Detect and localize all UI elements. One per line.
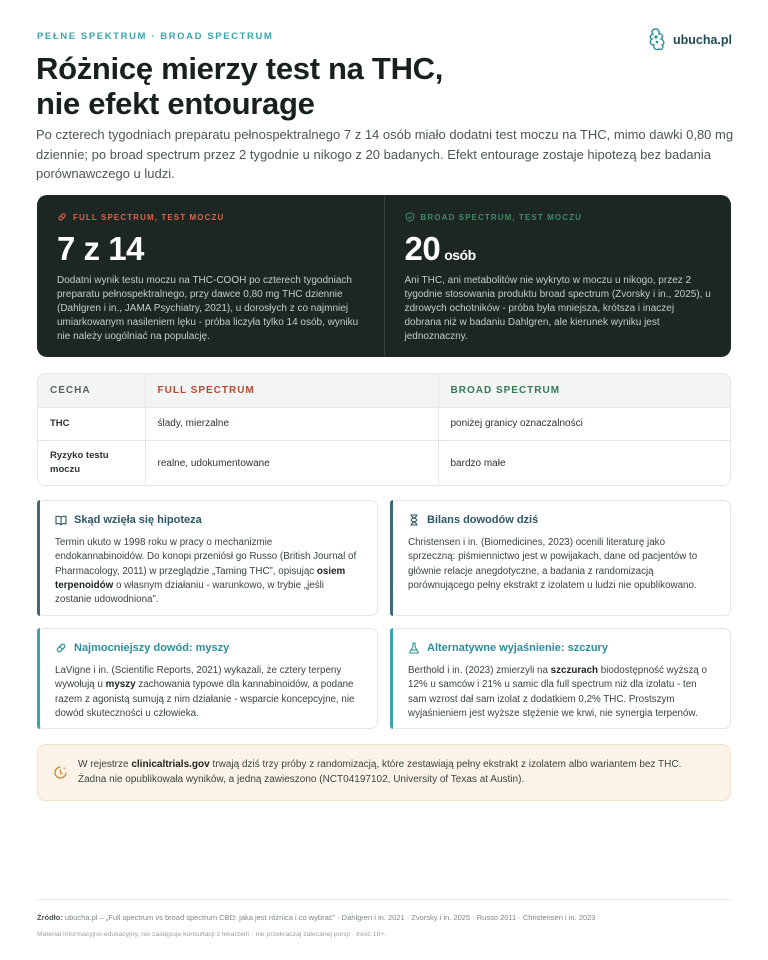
flask-icon (408, 642, 420, 654)
card-rats-title-text: Alternatywne wyjaśnienie: szczury (427, 642, 608, 654)
footer-divider (37, 899, 731, 900)
shield-check-icon (405, 212, 415, 222)
stat-full-label (57, 212, 364, 222)
hourglass-icon (408, 514, 420, 526)
notice-text (78, 758, 681, 787)
stat-broad-description: Ani THC, ani metabolitów nie wykryto w moczu u nikogo, przez 2 tygodnie stosowania produktu broad spectrum (Zvorsky i in., 2025), u zdrowych ochotników - próba była mniejsza, krótsza i inaczej dobrana niż w badaniu Dahlgren, ale kierunek wyniku jest jednoznaczny. (404, 275, 711, 342)
table-row (38, 440, 730, 486)
stat-broad-label-text: BROAD SPECTRUM, TEST MOCZU (420, 212, 582, 222)
brand-logo[interactable] (645, 27, 732, 53)
title-line-2: nie efekt entourage (36, 86, 315, 121)
card-mice-emphasis: myszy (105, 679, 136, 691)
stat-full-description: Dodatni wynik testu moczu na THC-COOH po czterech tygodniach preparatu pełnospektralnego, przy dawce 0,80 mg THC dziennie (Dahlgren i in., JAMA Psychiatry, 2021), u dorosłych z co najmniej umiarkowanym nasileniem lęku - próba liczyła tylko 14 osób, wyniku nie należy uogólniać na populację. (57, 275, 359, 342)
brand-name: ubucha.pl (672, 33, 732, 47)
notice-text-1: W rejestrze (78, 759, 132, 770)
stat-broad-value: 20 (404, 230, 441, 267)
card-mice-title-text: Najmocniejszy dowód: myszy (74, 642, 230, 654)
card-hypothesis-body (55, 536, 361, 607)
stats-panel (37, 195, 731, 357)
card-balance-body: Christensen i in. (Biomedicines, 2023) ocenili literaturę jako sprzeczną: piśmiennictwo jest w powijakach, dane od pacjentów to głównie relacje anegdotyczne, a badania z randomizacją porównującego pełny ekstrakt z izolatem u ludzi nie opublikowano. (408, 537, 698, 591)
stat-broad-spectrum (384, 195, 732, 357)
card-rats-title (408, 642, 714, 654)
stat-full-spectrum (37, 195, 384, 357)
source-label: Źródło: (37, 913, 63, 922)
source-line (37, 913, 595, 922)
notice-text-2: trwają dziś trzy próby z randomizacją, które zestawiają pełny ekstrakt z izolatem albo wariantem bez THC. (209, 759, 682, 770)
stat-broad-unit: osób (444, 247, 476, 263)
pill-icon (57, 212, 67, 222)
stat-full-label-text: FULL SPECTRUM, TEST MOCZU (73, 212, 225, 222)
eyebrow-label: PEŁNE SPEKTRUM · BROAD SPECTRUM (37, 31, 274, 42)
card-rats-body (408, 664, 714, 721)
comparison-table (37, 373, 731, 486)
pill-icon (55, 642, 67, 654)
card-rats-text-2: biodostępność wyższą o 12% u samców i 21% u samic dla full spectrum niż dla izolatu - ten sam wzrost dał sam izolat z dodatkiem 0,2% THC. Prostszym wyjaśnieniem jest wyższe stężenie we krwi, nie synergia terpenów. (408, 665, 707, 719)
table-row (38, 407, 730, 440)
stat-broad-value-row (405, 230, 712, 268)
disclaimer: Materiał informacyjno-edukacyjny, nie zastępuje konsultacji z lekarzem · nie przekraczaj zalecanej porcji · treść 18+. (37, 931, 387, 938)
card-mice-body (55, 664, 361, 721)
notice-text-3: Żadna nie opublikowała wyników, a jedną zawieszono (NCT04197102, University of Texas at Austin). (78, 773, 525, 785)
card-rats-text-1: Berthold i in. (2023) zmierzyli na (408, 665, 551, 676)
card-rats-emphasis: szczurach (550, 665, 599, 676)
table-cell: poniżej granicy oznaczalności (438, 407, 730, 440)
card-hypothesis-text-1: Termin ukuto w 1998 roku w pracy o mechanizmie endokannabinoidów. Do konopi przeniósł go Russo (British Journal of Pharmacology, 2011) w przeglądzie „Taming THC”, opisując (55, 537, 357, 577)
stat-full-value: 7 z 14 (57, 230, 144, 267)
card-mice-evidence (37, 628, 378, 729)
lead-paragraph: Po czterech tygodniach preparatu pełnospektralnego 7 z 14 osób miało dodatni test moczu na THC, mimo dawki 0,80 mg dziennie; po broad spectrum przez 2 tygodnie u nikogo z 20 badanych. Efekt entourage zostaje hipotezą bez badania porównawczego u ludzi. (36, 127, 734, 181)
card-evidence-balance (390, 500, 731, 616)
card-hypothesis-title (55, 514, 361, 526)
table-cell: THC (38, 407, 145, 440)
column-header-full: FULL SPECTRUM (145, 374, 438, 407)
card-hypothesis-title-text: Skąd wzięła się hipoteza (74, 514, 202, 526)
card-mice-text-2: zachowania typowe dla kannabinoidów, a podane razem z agonistą sumują z nim działanie - wsparcie koncepcyjne, nie dowód skuteczności u człowieka. (55, 679, 355, 719)
stat-broad-label (405, 212, 712, 222)
table-header-row (38, 374, 730, 407)
page-title (36, 51, 636, 121)
column-header-broad: BROAD SPECTRUM (438, 374, 730, 407)
book-icon (55, 514, 67, 526)
clock-icon (53, 765, 68, 780)
trials-notice (37, 744, 731, 801)
card-balance-title-text: Bilans dowodów dziś (427, 514, 539, 526)
card-hypothesis-text-2: o własnym działaniu - warunkowo, w trybie „jeśli zostanie udowodniona”. (55, 579, 324, 606)
column-header-feature: CECHA (38, 374, 145, 407)
card-mice-title (55, 642, 361, 654)
card-balance-title (408, 514, 714, 526)
table-cell: Ryzyko testu moczu (38, 440, 145, 486)
source-text: ubucha.pl – „Full spectrum vs broad spectrum CBD: jaka jest różnica i co wybrać” · Dahlgren i in. 2021 · Zvorsky i in. 2025 · Russo 2011 · Christensen i in. 2023 (62, 913, 596, 922)
notice-registry-link[interactable]: clinicaltrials.gov (131, 759, 210, 770)
table-cell: bardzo małe (450, 457, 506, 469)
card-rats-alternative (390, 628, 731, 729)
kombucha-logo-icon (645, 27, 667, 53)
card-hypothesis-origin (37, 500, 378, 616)
table-cell: ślady, mierzalne (145, 407, 438, 440)
card-mice-text-1: LaVigne i in. (Scientific Reports, 2021) wykazali, że cztery terpeny wywołują u (55, 665, 342, 691)
table-cell: realne, udokumentowane (145, 440, 438, 486)
card-hypothesis-emphasis: osiem terpenoidów (55, 565, 346, 591)
title-line-1: Różnicę mierzy test na THC, (36, 51, 444, 86)
